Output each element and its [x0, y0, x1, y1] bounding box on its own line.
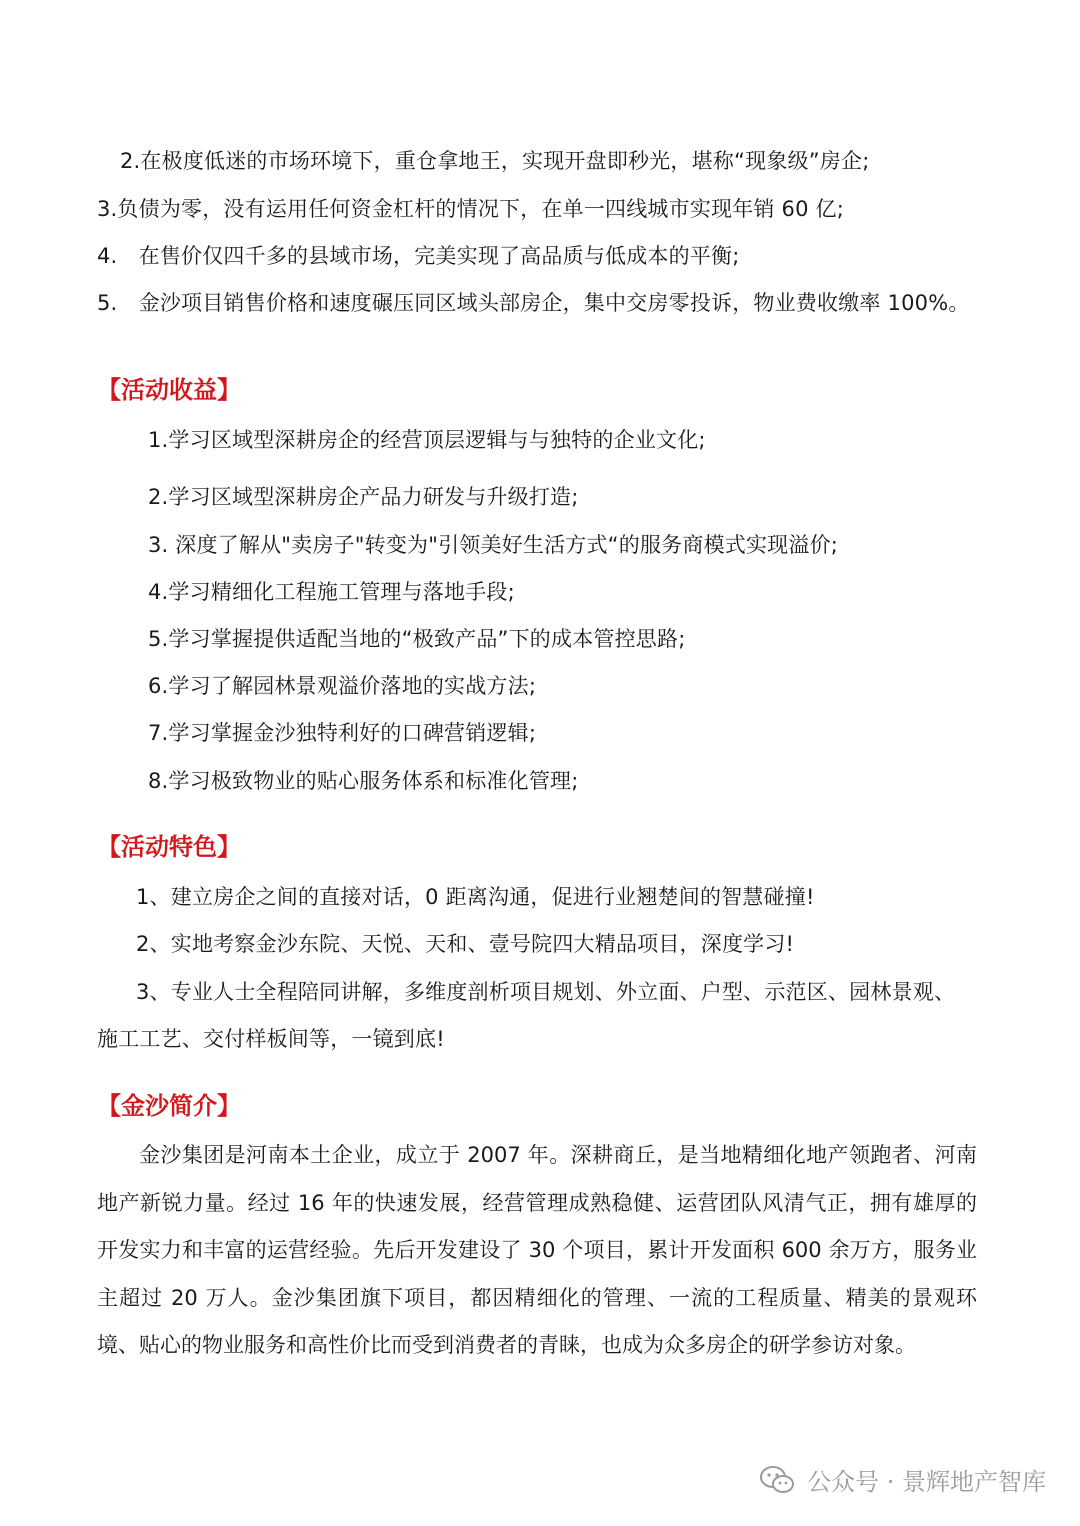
benefit-item: 4.学习精细化工程施工管理与落地手段;: [148, 580, 515, 604]
intro-paragraph: 金沙集团是河南本土企业，成立于 2007 年。深耕商丘，是当地精细化地产领跑者、河南地产新锐力量。经过 16 年的快速发展，经营管理成熟稳健、运营团队风清气正，拥有雄厚的开发实力和丰富的运营经验。先后开发建设了 30 个项目，累计开发面积 600 余万方，服务业主超过 20 万人。金沙集团旗下项目，都因精细化的管理、一流的工程质量、精美的景观环境、贴心的物业服务和高性价比而受到消费者的青睐，也成为众多房企的研学参访对象。: [97, 1143, 977, 1357]
benefit-item: 3. 深度了解从"卖房子"转变为"引领美好生活方式“的服务商模式实现溢价;: [148, 533, 839, 557]
benefit-item: 5.学习掌握提供适配当地的“极致产品”下的成本管控思路;: [148, 627, 686, 651]
benefit-item: 8.学习极致物业的贴心服务体系和标准化管理;: [148, 769, 579, 793]
section-heading-features: 【活动特色】: [97, 833, 241, 861]
achievement-item: 2.在极度低迷的市场环境下，重仓拿地王，实现开盘即秒光，堪称“现象级”房企;: [120, 149, 870, 173]
achievement-item: 5. 金沙项目销售价格和速度碾压同区域头部房企，集中交房零投诉，物业费收缴率 100%。: [97, 291, 970, 315]
section-heading-intro: 【金沙简介】: [97, 1092, 241, 1120]
feature-item: 3、专业人士全程陪同讲解，多维度剖析项目规划、外立面、户型、示范区、园林景观、: [136, 980, 956, 1004]
benefit-item: 2.学习区域型深耕房企产品力研发与升级打造;: [148, 485, 579, 509]
watermark-text: 公众号 · 景辉地产智库: [807, 1468, 1046, 1496]
benefit-item: 1.学习区域型深耕房企的经营顶层逻辑与与独特的企业文化;: [148, 428, 706, 452]
achievement-item: 4. 在售价仅四千多的县域市场，完美实现了高品质与低成本的平衡;: [97, 244, 740, 268]
section-heading-benefits: 【活动收益】: [97, 376, 241, 404]
benefit-item: 6.学习了解园林景观溢价落地的实战方法;: [148, 674, 537, 698]
watermark: [759, 1462, 1046, 1497]
wechat-icon: [759, 1465, 795, 1495]
achievement-item: 3.负债为零，没有运用任何资金杠杆的情况下，在单一四线城市实现年销 60 亿;: [97, 197, 844, 221]
feature-item: 2、实地考察金沙东院、天悦、天和、壹号院四大精品项目，深度学习!: [136, 932, 795, 956]
feature-item: 1、建立房企之间的直接对话，0 距离沟通，促进行业翘楚间的智慧碰撞!: [136, 885, 815, 909]
benefit-item: 7.学习掌握金沙独特利好的口碑营销逻辑;: [148, 721, 537, 745]
feature-item-continuation: 施工工艺、交付样板间等，一镜到底!: [97, 1027, 445, 1051]
